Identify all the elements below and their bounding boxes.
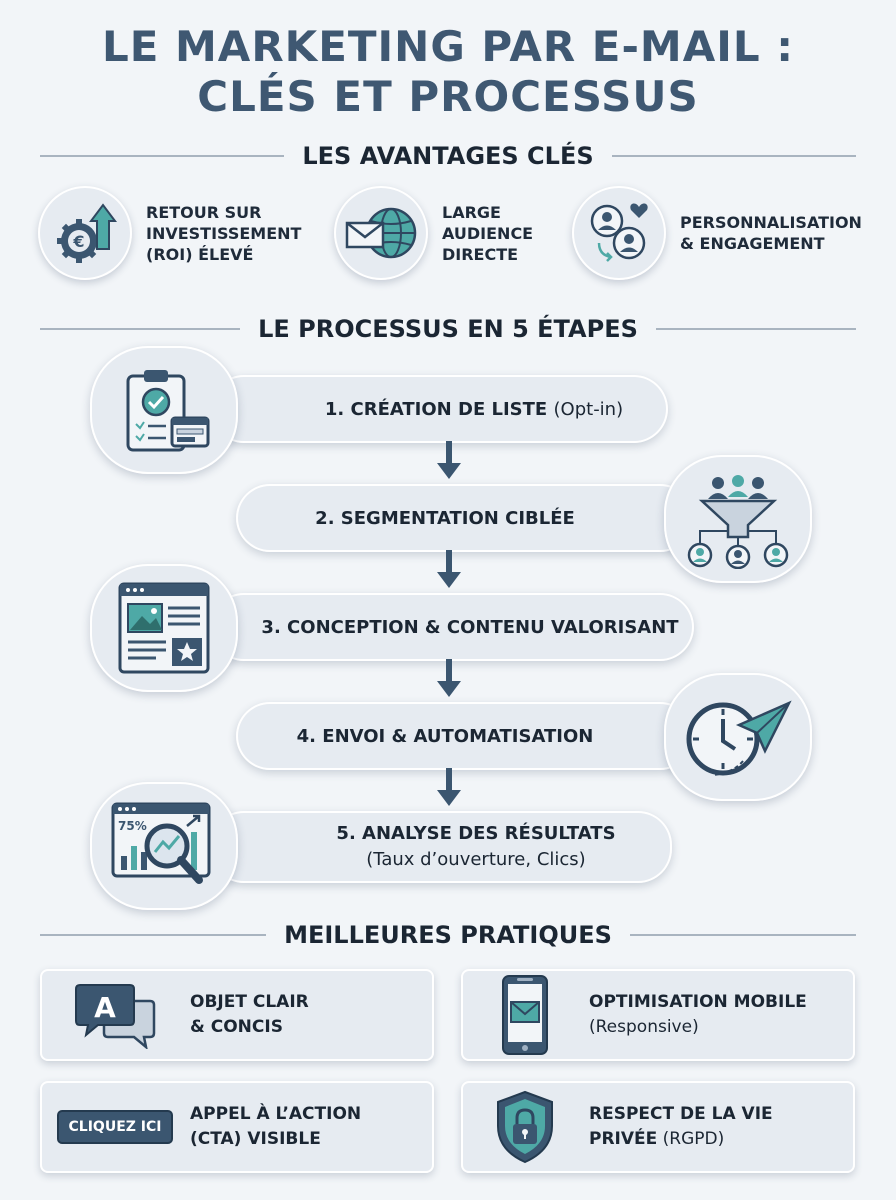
step-2-label bbox=[315, 508, 615, 529]
step-4-title: 4. ENVOI & AUTOMATISATION bbox=[296, 725, 594, 747]
chart-percentage-label: 75% bbox=[118, 819, 147, 833]
advantage-audience-line: AUDIENCE bbox=[442, 223, 534, 243]
advantage-personalisation bbox=[572, 186, 862, 280]
advantage-audience-line: LARGE bbox=[442, 202, 501, 222]
cta-button-icon bbox=[40, 1110, 190, 1144]
advantage-roi-line: (ROI) ÉLEVÉ bbox=[146, 244, 254, 264]
section-header-practices bbox=[40, 919, 856, 951]
analytics-magnifier-icon bbox=[90, 782, 238, 910]
users-heart-icon bbox=[572, 186, 666, 280]
practice-title-line: APPEL À L’ACTION bbox=[190, 1104, 362, 1124]
page-title-line1: LE MARKETING PAR E-MAIL : bbox=[101, 22, 795, 71]
step-3-label bbox=[225, 617, 678, 638]
advantage-personalisation-line: & ENGAGEMENT bbox=[680, 234, 825, 253]
step-4-label bbox=[297, 726, 634, 747]
step-1 bbox=[210, 375, 668, 443]
practice-mobile bbox=[461, 969, 855, 1061]
page-title-line2: CLÉS ET PROCESSUS bbox=[197, 72, 699, 121]
section-title-advantages: LES AVANTAGES CLÉS bbox=[302, 142, 594, 170]
section-title-practices: MEILLEURES PRATIQUES bbox=[284, 921, 612, 949]
cta-example-button: CLIQUEZ ICI bbox=[57, 1110, 174, 1144]
advantage-roi-line: RETOUR SUR bbox=[146, 202, 262, 222]
step-1-label bbox=[255, 399, 623, 420]
practice-title-line: RESPECT DE LA VIE bbox=[589, 1104, 773, 1124]
mobile-envelope-icon bbox=[461, 974, 589, 1056]
divider-line bbox=[630, 934, 856, 936]
roi-gear-euro-arrow-icon bbox=[38, 186, 132, 280]
shield-lock-icon bbox=[461, 1090, 589, 1164]
chat-bubble-a-icon bbox=[40, 981, 190, 1049]
practice-note: (Responsive) bbox=[589, 1017, 699, 1037]
advantage-roi bbox=[38, 186, 301, 280]
step-5-note: (Taux d’ouverture, Clics) bbox=[366, 849, 586, 870]
practice-privacy-label bbox=[589, 1102, 773, 1152]
svg-text:€: € bbox=[73, 232, 85, 251]
practice-cta-label bbox=[190, 1102, 361, 1152]
practice-title-line: (CTA) VISIBLE bbox=[190, 1129, 321, 1149]
step-4 bbox=[236, 702, 694, 770]
practice-mobile-label bbox=[589, 990, 807, 1040]
advantage-personalisation-label bbox=[680, 212, 862, 254]
advantage-roi-line: INVESTISSEMENT bbox=[146, 223, 302, 243]
divider-line bbox=[40, 934, 266, 936]
practice-cta bbox=[40, 1081, 434, 1173]
divider-line bbox=[612, 155, 856, 157]
section-title-process: LE PROCESSUS EN 5 ÉTAPES bbox=[258, 315, 638, 343]
section-header-advantages bbox=[40, 140, 856, 172]
practice-title-line: OBJET CLAIR bbox=[190, 992, 309, 1012]
down-arrow-icon bbox=[437, 768, 461, 808]
practice-note: (RGPD) bbox=[662, 1129, 725, 1149]
advantage-personalisation-line: PERSONNALISATION bbox=[680, 213, 862, 232]
advantage-audience-line: DIRECTE bbox=[442, 244, 519, 264]
practice-subject-line bbox=[40, 969, 434, 1061]
divider-line bbox=[40, 155, 284, 157]
practice-subject-line-label bbox=[190, 990, 309, 1040]
section-header-process bbox=[40, 313, 856, 345]
step-2 bbox=[236, 484, 694, 552]
step-3-title: 3. CONCEPTION & CONTENU VALORISANT bbox=[261, 616, 679, 638]
step-5-title: 5. ANALYSE DES RÉSULTATS bbox=[336, 823, 616, 844]
step-3 bbox=[210, 593, 694, 661]
down-arrow-icon bbox=[437, 659, 461, 699]
envelope-globe-icon bbox=[334, 186, 428, 280]
divider-line bbox=[40, 328, 240, 330]
step-1-title: 1. CRÉATION DE LISTE bbox=[324, 398, 548, 420]
clipboard-check-icon bbox=[90, 346, 238, 474]
practice-title-line: PRIVÉE bbox=[589, 1129, 658, 1149]
practice-title-line: OPTIMISATION MOBILE bbox=[589, 992, 807, 1012]
advantage-audience bbox=[334, 186, 533, 280]
step-1-note: (Opt-in) bbox=[553, 398, 624, 420]
email-layout-icon bbox=[90, 564, 238, 692]
divider-line bbox=[656, 328, 856, 330]
advantage-audience-label bbox=[442, 202, 533, 265]
funnel-segmentation-icon bbox=[664, 455, 812, 583]
step-2-title: 2. SEGMENTATION CIBLÉE bbox=[315, 507, 575, 529]
step-5 bbox=[210, 811, 672, 883]
clock-paper-plane-icon bbox=[664, 673, 812, 801]
advantage-roi-label bbox=[146, 202, 301, 265]
down-arrow-icon bbox=[437, 441, 461, 481]
down-arrow-icon bbox=[437, 550, 461, 590]
step-5-label bbox=[266, 821, 615, 873]
practice-privacy bbox=[461, 1081, 855, 1173]
practice-title-line: & CONCIS bbox=[190, 1017, 283, 1037]
chat-bubble-letter: A bbox=[94, 991, 116, 1024]
